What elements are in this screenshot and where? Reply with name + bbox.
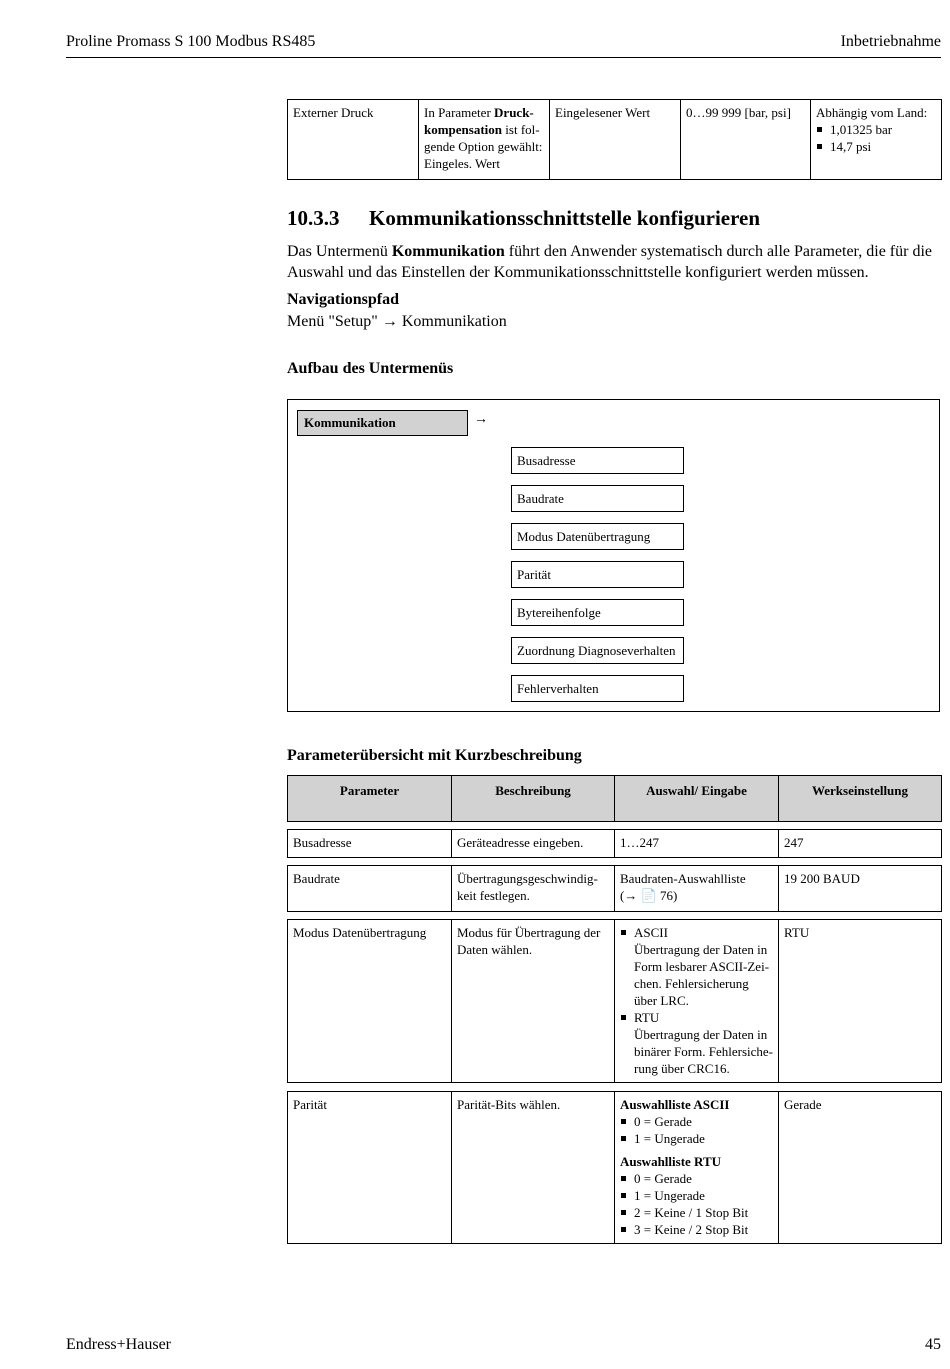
diagram-item: Zuordnung Diagnoseverhalten (511, 637, 684, 664)
nav-path: Menü "Setup" → Kommunikation (287, 313, 507, 330)
row-desc: Übertragungsgeschwindig-keit festlegen. (452, 866, 615, 912)
row-default: 247 (779, 830, 942, 858)
page-number: 45 (925, 1336, 941, 1353)
cell-condition: In Parameter Druck-kompensation ist fol-gende Option gewählt: Eingeles. Wert (419, 100, 550, 180)
column-header: Werkseinstellung (779, 776, 942, 822)
footer-brand: Endress+Hauser (66, 1336, 171, 1353)
diagram-root: Kommunikation (297, 410, 468, 436)
row-desc: Geräteadresse eingeben. (452, 830, 615, 858)
row-input: 1…247 (615, 830, 779, 858)
diagram-item: Busadresse (511, 447, 684, 474)
cell-desc: Eingelesener Wert (550, 100, 681, 180)
submenu-diagram (287, 399, 940, 712)
table-row (287, 1091, 942, 1244)
column-header: Beschreibung (452, 776, 615, 822)
diagram-item: Fehlerverhalten (511, 675, 684, 702)
list-item: ASCII Übertragung der Daten in Form lesbarer ASCII-Zei-chen. Fehlersicherung über LRC. (620, 924, 773, 1009)
diagram-item: Parität (511, 561, 684, 588)
param-table-heading: Parameterübersicht mit Kurzbeschreibung (287, 747, 582, 764)
page-ref[interactable]: (→ 📄 76) (620, 888, 678, 903)
row-param: Baudrate (288, 866, 452, 912)
previous-table-row (287, 99, 942, 180)
list-item: 2 = Keine / 1 Stop Bit (620, 1204, 773, 1221)
row-desc: Parität-Bits wählen. (452, 1092, 615, 1244)
param-table-header (287, 775, 942, 822)
list-item: 1 = Ungerade (620, 1187, 773, 1204)
row-default: Gerade (779, 1092, 942, 1244)
row-param: Modus Datenübertragung (288, 920, 452, 1083)
list-item: 0 = Gerade (620, 1170, 773, 1187)
diagram-item: Modus Datenübertragung (511, 523, 684, 550)
row-param: Parität (288, 1092, 452, 1244)
header-chapter: Inbetriebnahme (840, 33, 941, 50)
list-item: 1,01325 bar (816, 121, 936, 138)
table-row (287, 865, 942, 912)
column-header: Auswahl/ Eingabe (615, 776, 779, 822)
column-header: Parameter (288, 776, 452, 822)
diagram-item: Baudrate (511, 485, 684, 512)
list-item: 0 = Gerade (620, 1113, 773, 1130)
row-input: Baudraten-Auswahlliste (→ 📄 76) (615, 866, 779, 912)
cell-param: Externer Druck (288, 100, 419, 180)
list-item: 1 = Ungerade (620, 1130, 773, 1147)
cell-default: Abhängig vom Land: 1,01325 bar 14,7 psi (811, 100, 942, 180)
cell-input: 0…99 999 [bar, psi] (681, 100, 811, 180)
list-item: RTU Übertragung der Daten in binärer Form. Fehlersiche-rung über CRC16. (620, 1009, 773, 1077)
row-param: Busadresse (288, 830, 452, 858)
intro-paragraph: Das Untermenü Kommunikation führt den Anwender systematisch durch alle Parameter, die für die Auswahl und das Einstellen der Kommunikationsschnittstelle konfiguriert werden müssen. (287, 243, 932, 281)
table-row (287, 919, 942, 1083)
row-default: RTU (779, 920, 942, 1083)
section-title: 10.3.3 Kommunikationsschnittstelle konfigurieren (287, 206, 761, 230)
nav-heading: Navigationspfad (287, 291, 400, 308)
row-input: Auswahlliste ASCII 0 = Gerade 1 = Ungerade Auswahlliste RTU 0 = Gerade 1 = Ungerade 2 = Keine / 1 Stop Bit 3 = Keine / 2 Stop Bit (615, 1092, 779, 1244)
header-title: Proline Promass S 100 Modbus RS485 (66, 33, 316, 50)
row-input (615, 920, 779, 1083)
table-row (287, 829, 942, 858)
submenu-heading: Aufbau des Untermenüs (287, 360, 454, 377)
arrow-right-icon: → (474, 412, 488, 427)
row-default: 19 200 BAUD (779, 866, 942, 912)
list-item: 3 = Keine / 2 Stop Bit (620, 1221, 773, 1238)
list-item: 14,7 psi (816, 138, 936, 155)
diagram-item: Bytereihenfolge (511, 599, 684, 626)
row-desc: Modus für Übertragung der Daten wählen. (452, 920, 615, 1083)
header-rule (66, 57, 941, 58)
